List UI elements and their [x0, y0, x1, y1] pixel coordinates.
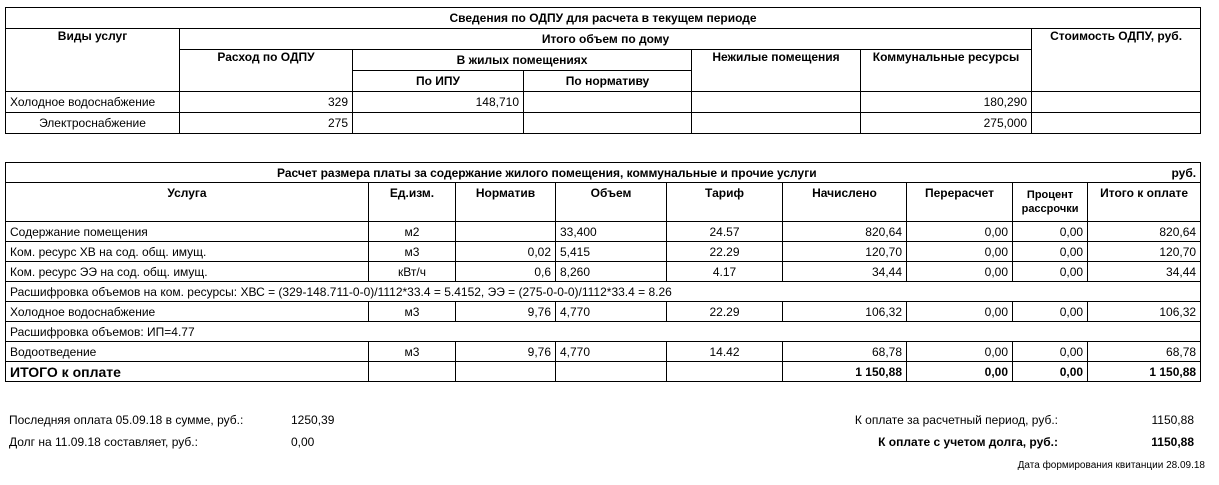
row-unit: м3: [369, 242, 456, 262]
row-charged: 68,78: [783, 342, 907, 362]
odpu-cost: [1032, 92, 1201, 113]
row-unit: м2: [369, 222, 456, 242]
header-service-types: Виды услуг: [6, 29, 180, 92]
table-row: [6, 302, 1201, 322]
row-charged: 34,44: [783, 262, 907, 282]
row-unit: кВт/ч: [369, 262, 456, 282]
row-total: 120,70: [1088, 242, 1201, 262]
grand-total-charged: 1 150,88: [783, 362, 907, 382]
row-unit: м3: [369, 342, 456, 362]
header-total-volume: Итого объем по дому: [180, 29, 1032, 50]
row-norm: 0,02: [456, 242, 556, 262]
row-installment: 0,00: [1013, 242, 1088, 262]
odpu-cost: [1032, 113, 1201, 134]
header-residential: В жилых помещениях: [353, 50, 692, 71]
row-total: 106,32: [1088, 302, 1201, 322]
row-tariff: 22.29: [667, 242, 783, 262]
row-volume: 5,415: [556, 242, 667, 262]
header-by-ipu: По ИПУ: [353, 71, 524, 92]
calc-currency: руб.: [1088, 163, 1201, 183]
generated-date: Дата формирования квитанции 28.09.18: [1017, 460, 1205, 471]
row-volume: 4,770: [556, 302, 667, 322]
row-charged: 120,70: [783, 242, 907, 262]
grand-total-norm: [456, 362, 556, 382]
grand-total-volume: [556, 362, 667, 382]
row-service: Ком. ресурс ХВ на сод. общ. имущ.: [6, 242, 369, 262]
row-installment: 0,00: [1013, 302, 1088, 322]
row-service: Содержание помещения: [6, 222, 369, 242]
header-communal-resources: Коммунальные ресурсы: [861, 50, 1032, 92]
row-norm: [456, 222, 556, 242]
header-tariff: Тариф: [667, 183, 783, 222]
odpu-by-norm: [524, 113, 692, 134]
row-tariff: 4.17: [667, 262, 783, 282]
with-debt-label: К оплате с учетом долга, руб.:: [878, 435, 1058, 449]
grand-total-value: 1 150,88: [1088, 362, 1201, 382]
odpu-by-ipu: 148,710: [353, 92, 524, 113]
odpu-service: Холодное водоснабжение: [6, 92, 180, 113]
header-total: Итого к оплате: [1088, 183, 1201, 222]
row-installment: 0,00: [1013, 222, 1088, 242]
odpu-title: Сведения по ОДПУ для расчета в текущем периоде: [6, 8, 1201, 29]
row-tariff: 14.42: [667, 342, 783, 362]
header-volume: Объем: [556, 183, 667, 222]
odpu-non-residential: [692, 92, 861, 113]
row-total: 820,64: [1088, 222, 1201, 242]
row-recalc: 0,00: [907, 302, 1013, 322]
period-value: 1150,88: [1151, 413, 1194, 427]
odpu-non-residential: [692, 113, 861, 134]
row-recalc: 0,00: [907, 342, 1013, 362]
odpu-communal: 275,000: [861, 113, 1032, 134]
header-installment-line2: рассрочки: [1021, 203, 1079, 215]
grand-total-unit: [369, 362, 456, 382]
row-tariff: 22.29: [667, 302, 783, 322]
row-volume: 33,400: [556, 222, 667, 242]
calc-table: [5, 162, 1201, 382]
last-payment-value: 1250,39: [291, 413, 335, 427]
row-installment: 0,00: [1013, 342, 1088, 362]
header-service: Услуга: [6, 183, 369, 222]
row-volume: 8,260: [556, 262, 667, 282]
table-row: [6, 342, 1201, 362]
last-payment-label: Последняя оплата 05.09.18 в сумме, руб.:: [9, 413, 244, 427]
odpu-usage: 275: [180, 113, 353, 134]
with-debt-value: 1150,88: [1151, 435, 1194, 449]
odpu-communal: 180,290: [861, 92, 1032, 113]
row-norm: 9,76: [456, 302, 556, 322]
note-resources: Расшифровка объемов на ком. ресурсы: ХВС = (329-148.711-0-0)/1112*33.4 = 5.4152, ЭЭ = (275-0-0-0)/1112*33.4 = 8.26: [6, 282, 1201, 302]
row-recalc: 0,00: [907, 222, 1013, 242]
odpu-by-norm: [524, 92, 692, 113]
debt-label: Долг на 11.09.18 составляет, руб.:: [9, 435, 198, 449]
grand-total-recalc: 0,00: [907, 362, 1013, 382]
row-charged: 820,64: [783, 222, 907, 242]
odpu-usage: 329: [180, 92, 353, 113]
table-row: [6, 113, 1201, 134]
note-volumes: Расшифровка объемов: ИП=4.77: [6, 322, 1201, 342]
header-installment-line1: Процент: [1026, 189, 1074, 201]
row-service: Водоотведение: [6, 342, 369, 362]
header-norm: Норматив: [456, 183, 556, 222]
grand-total-installment: 0,00: [1013, 362, 1088, 382]
calc-title: Расчет размера платы за содержание жилого помещения, коммунальные и прочие услуги: [6, 163, 1088, 183]
grand-total-label: ИТОГО к оплате: [6, 362, 369, 382]
debt-value: 0,00: [291, 435, 315, 449]
header-odpu-usage: Расход по ОДПУ: [180, 50, 353, 92]
odpu-table: [5, 7, 1201, 134]
grand-total-row: [6, 362, 1201, 382]
row-recalc: 0,00: [907, 262, 1013, 282]
header-non-residential: Нежилые помещения: [692, 50, 861, 92]
row-total: 34,44: [1088, 262, 1201, 282]
odpu-by-ipu: [353, 113, 524, 134]
header-unit: Ед.изм.: [369, 183, 456, 222]
row-tariff: 24.57: [667, 222, 783, 242]
table-row: [6, 262, 1201, 282]
header-cost: Стоимость ОДПУ, руб.: [1032, 29, 1201, 92]
header-charged: Начислено: [783, 183, 907, 222]
period-label: К оплате за расчетный период, руб.:: [854, 413, 1058, 427]
row-service: Холодное водоснабжение: [6, 302, 369, 322]
row-installment: 0,00: [1013, 262, 1088, 282]
row-charged: 106,32: [783, 302, 907, 322]
table-row: [6, 242, 1201, 262]
grand-total-tariff: [667, 362, 783, 382]
row-unit: м3: [369, 302, 456, 322]
header-by-norm: По нормативу: [524, 71, 692, 92]
table-row: [6, 92, 1201, 113]
header-installment: [1013, 183, 1088, 222]
row-norm: 9,76: [456, 342, 556, 362]
row-service: Ком. ресурс ЭЭ на сод. общ. имущ.: [6, 262, 369, 282]
header-recalc: Перерасчет: [907, 183, 1013, 222]
row-recalc: 0,00: [907, 242, 1013, 262]
row-total: 68,78: [1088, 342, 1201, 362]
odpu-service: Электроснабжение: [6, 113, 180, 134]
table-row: [6, 222, 1201, 242]
row-norm: 0,6: [456, 262, 556, 282]
row-volume: 4,770: [556, 342, 667, 362]
